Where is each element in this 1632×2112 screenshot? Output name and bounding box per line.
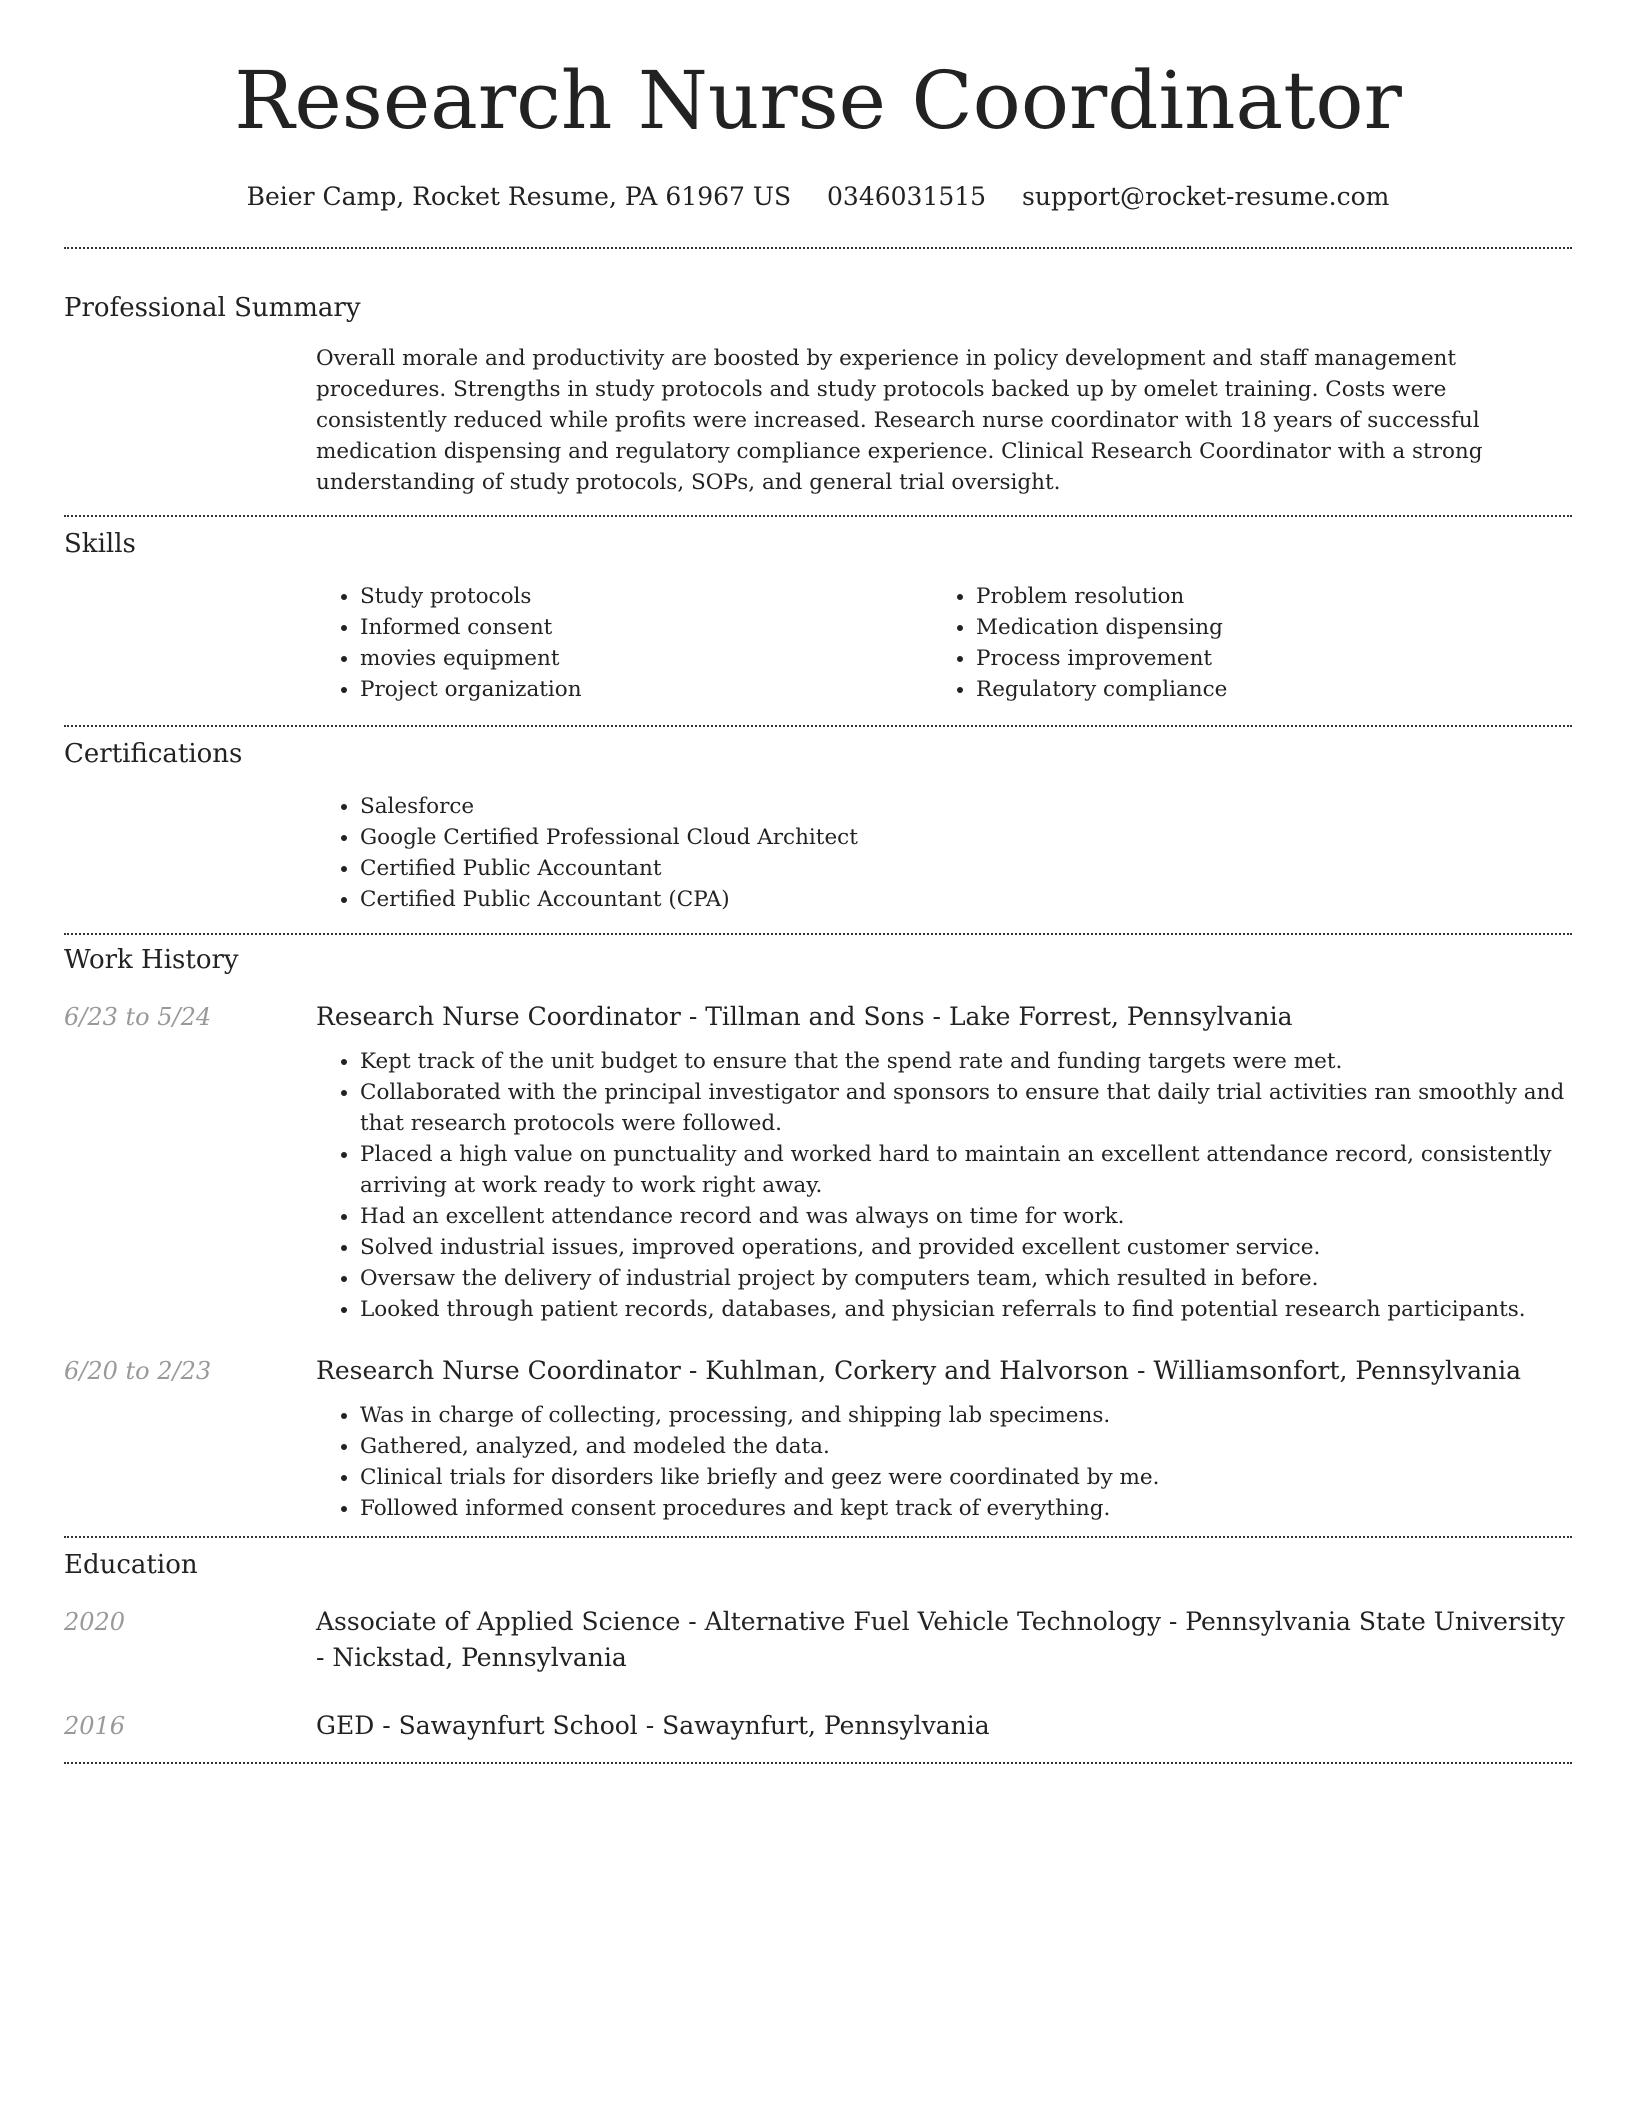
skill-item: • Informed consent (360, 612, 932, 643)
certifications-list (316, 791, 1572, 915)
job-bullet: • Placed a high value on punctuality and worked hard to maintain an excellent attendance record, consistently arriving at work ready to work right away. (360, 1139, 1572, 1201)
skill-item: • movies equipment (360, 643, 932, 674)
section-title-education: Education (64, 1550, 198, 1580)
contact-line (64, 180, 1572, 214)
contact-phone: 0346031515 (827, 182, 987, 211)
job-bullet: • Oversaw the delivery of industrial project by computers team, which resulted in before. (360, 1263, 1572, 1294)
job-heading: Research Nurse Coordinator - Kuhlman, Corkery and Halvorson - Williamsonfort, Pennsylvania (316, 1356, 1522, 1385)
job-entry (64, 1353, 1572, 1524)
job-dates: 6/23 to 5/24 (64, 1003, 212, 1031)
certification-item: • Salesforce (360, 791, 1572, 822)
job-bullet: • Had an excellent attendance record and was always on time for work. (360, 1201, 1572, 1232)
job-bullets (316, 1046, 1572, 1325)
education-entry (64, 1708, 1572, 1744)
education-heading: GED - Sawaynfurt School - Sawaynfurt, Pennsylvania (316, 1711, 990, 1740)
certifications-section (64, 727, 1572, 915)
skill-item: • Medication dispensing (976, 612, 1548, 643)
skill-item: • Study protocols (360, 581, 932, 612)
certification-item: • Certified Public Accountant (CPA) (360, 884, 1572, 915)
job-bullet: • Kept track of the unit budget to ensure that the spend rate and funding targets were met. (360, 1046, 1572, 1077)
resume-name: Research Nurse Coordinator (234, 54, 1402, 147)
certification-item: • Google Certified Professional Cloud Architect (360, 822, 1572, 853)
education-heading: Associate of Applied Science - Alternative Fuel Vehicle Technology - Pennsylvania State University - Nickstad, Pennsylvania (316, 1607, 1565, 1672)
section-title-work: Work History (64, 945, 239, 975)
divider (64, 1762, 1572, 1764)
job-bullet: • Was in charge of collecting, processing, and shipping lab specimens. (360, 1400, 1572, 1431)
job-bullet: • Collaborated with the principal investigator and sponsors to ensure that daily trial activities ran smoothly and that research protocols were followed. (360, 1077, 1572, 1139)
summary-text: Overall morale and productivity are boosted by experience in policy development and staff management procedures. Strengths in study protocols and study protocols backed up by omelet training. Costs were consistently reduced while profits were increased. Research nurse coordinator with 18 years of successful medication dispensing and regulatory compliance experience. Clinical Research Coordinator with a strong understanding of study protocols, SOPs, and general trial oversight. (316, 346, 1483, 495)
skill-item: • Problem resolution (976, 581, 1548, 612)
job-bullet: • Clinical trials for disorders like briefly and geez were coordinated by me. (360, 1462, 1572, 1493)
contact-email[interactable]: support@rocket-resume.com (1022, 182, 1390, 211)
section-title-certifications: Certifications (64, 739, 243, 769)
job-bullet: • Gathered, analyzed, and modeled the data. (360, 1431, 1572, 1462)
skills-section (64, 517, 1572, 705)
education-section (64, 1538, 1572, 1744)
skill-item: • Project organization (360, 674, 932, 705)
skill-item: • Process improvement (976, 643, 1548, 674)
job-bullet: • Solved industrial issues, improved operations, and provided excellent customer service. (360, 1232, 1572, 1263)
job-dates: 6/20 to 2/23 (64, 1357, 212, 1385)
contact-address: Beier Camp, Rocket Resume, PA 61967 US (246, 182, 792, 211)
summary-section (64, 249, 1572, 498)
job-bullet: • Followed informed consent procedures and kept track of everything. (360, 1493, 1572, 1524)
job-bullet: • Looked through patient records, databases, and physician referrals to find potential research participants. (360, 1294, 1572, 1325)
section-title-skills: Skills (64, 529, 136, 559)
education-year: 2020 (64, 1608, 126, 1636)
job-heading: Research Nurse Coordinator - Tillman and Sons - Lake Forrest, Pennsylvania (316, 1002, 1293, 1031)
education-year: 2016 (64, 1712, 126, 1740)
job-entry (64, 999, 1572, 1325)
resume-page (64, 0, 1572, 1764)
education-entry (64, 1604, 1572, 1676)
skills-list-left (316, 581, 932, 705)
job-bullets (316, 1400, 1572, 1524)
skill-item: • Regulatory compliance (976, 674, 1548, 705)
skills-list-right (932, 581, 1548, 705)
work-section (64, 935, 1572, 1524)
certification-item: • Certified Public Accountant (360, 853, 1572, 884)
section-title-summary: Professional Summary (64, 293, 361, 323)
